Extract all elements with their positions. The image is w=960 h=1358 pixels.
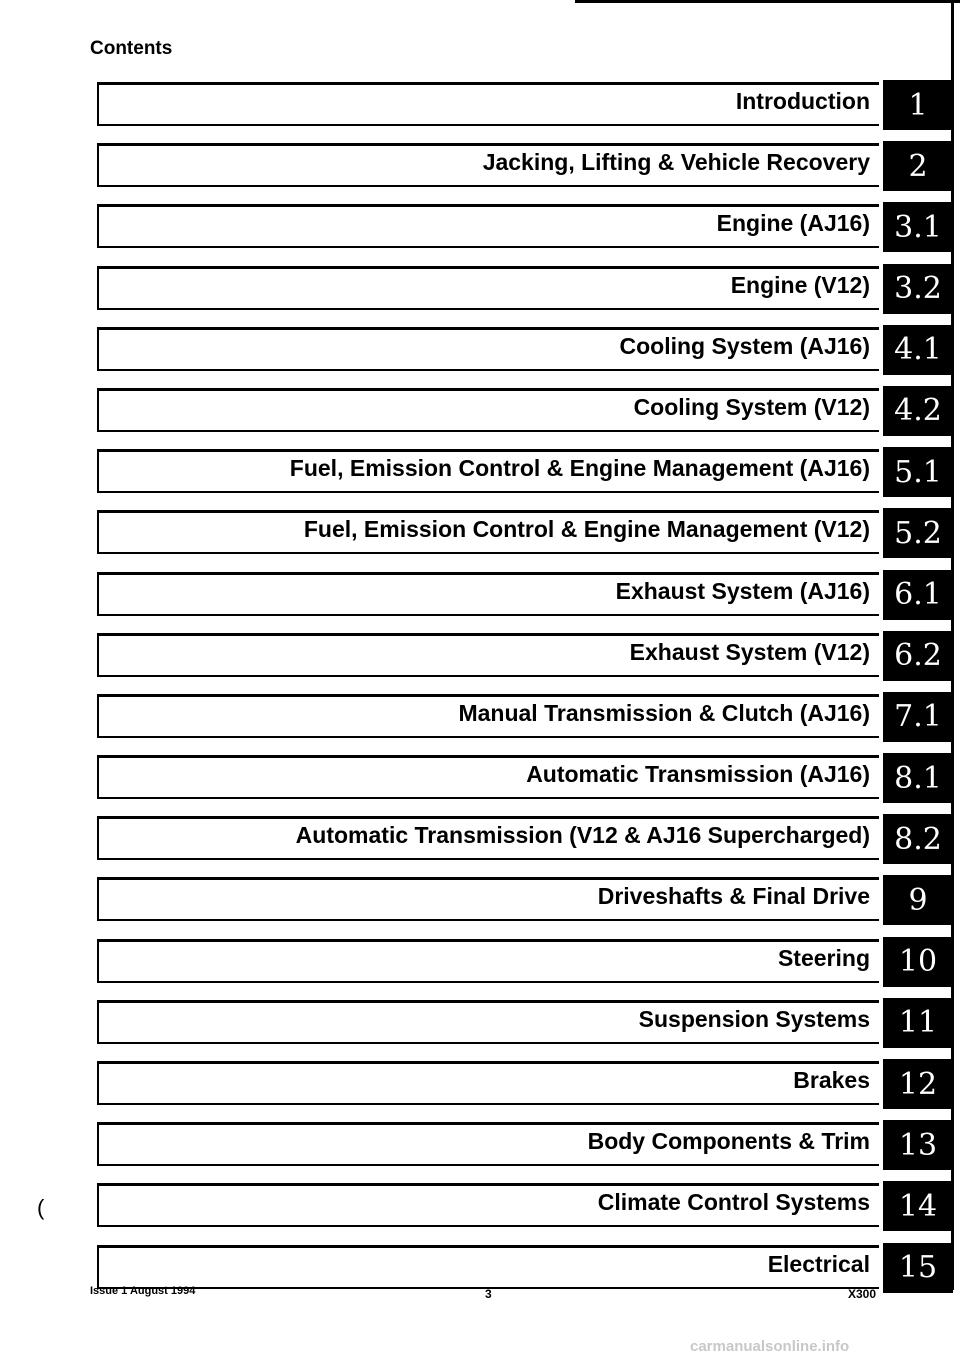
toc-section-tab[interactable]: 11 bbox=[883, 998, 953, 1048]
toc-section-tab[interactable]: 6.2 bbox=[883, 631, 953, 681]
toc-row[interactable] bbox=[97, 747, 960, 808]
toc-row-frame bbox=[97, 1245, 879, 1289]
toc-row[interactable] bbox=[97, 808, 960, 869]
toc-section-tab[interactable]: 7.1 bbox=[883, 692, 953, 742]
toc-row[interactable] bbox=[97, 869, 960, 930]
toc-section-label[interactable]: Climate Control Systems bbox=[597, 1189, 870, 1216]
toc-row[interactable] bbox=[97, 931, 960, 992]
toc-section-tab[interactable]: 4.2 bbox=[883, 386, 953, 436]
toc-row[interactable] bbox=[97, 196, 960, 257]
toc-row[interactable] bbox=[97, 135, 960, 196]
page-number: 3 bbox=[485, 1287, 492, 1301]
top-rule bbox=[575, 0, 960, 3]
toc-section-label[interactable]: Suspension Systems bbox=[638, 1005, 870, 1032]
toc-section-tab[interactable]: 3.2 bbox=[883, 264, 953, 314]
toc-section-label[interactable]: Engine (AJ16) bbox=[716, 210, 870, 237]
toc-row-frame bbox=[97, 1061, 879, 1105]
toc-section-tab[interactable]: 14 bbox=[883, 1181, 953, 1231]
toc-row[interactable] bbox=[97, 319, 960, 380]
toc-section-label[interactable]: Exhaust System (AJ16) bbox=[615, 577, 870, 604]
toc-row[interactable] bbox=[97, 441, 960, 502]
toc-section-label[interactable]: Cooling System (AJ16) bbox=[619, 332, 870, 359]
toc-row[interactable] bbox=[97, 380, 960, 441]
toc-row[interactable] bbox=[97, 1175, 960, 1236]
scan-mark: ( bbox=[37, 1195, 45, 1220]
toc-row[interactable] bbox=[97, 1053, 960, 1114]
toc-row[interactable] bbox=[97, 625, 960, 686]
watermark: carmanualsonline.info bbox=[690, 1338, 850, 1355]
toc-section-label[interactable]: Driveshafts & Final Drive bbox=[597, 883, 870, 910]
toc-row[interactable] bbox=[97, 74, 960, 135]
toc-section-label[interactable]: Exhaust System (V12) bbox=[629, 638, 870, 665]
toc-section-tab[interactable]: 1 bbox=[883, 80, 953, 130]
toc-section-label[interactable]: Introduction bbox=[735, 88, 870, 114]
toc-section-tab[interactable]: 8.2 bbox=[883, 814, 953, 864]
toc-row-frame bbox=[97, 939, 879, 983]
toc-section-label[interactable]: Automatic Transmission (V12 & AJ16 Supercharged) bbox=[295, 822, 870, 849]
page-title: Contents bbox=[90, 38, 173, 59]
toc-section-label[interactable]: Steering bbox=[777, 944, 870, 971]
toc-section-label[interactable]: Jacking, Lifting & Vehicle Recovery bbox=[482, 149, 870, 176]
toc-row[interactable] bbox=[97, 502, 960, 563]
toc-row[interactable] bbox=[97, 992, 960, 1053]
contents-list bbox=[97, 74, 960, 1298]
toc-section-label[interactable]: Electrical bbox=[767, 1250, 870, 1277]
toc-section-tab[interactable]: 3.1 bbox=[883, 202, 953, 252]
toc-row[interactable] bbox=[97, 686, 960, 747]
toc-section-tab[interactable]: 2 bbox=[883, 141, 953, 191]
toc-section-tab[interactable]: 12 bbox=[883, 1059, 953, 1109]
toc-section-tab[interactable]: 4.1 bbox=[883, 325, 953, 375]
toc-section-label[interactable]: Automatic Transmission (AJ16) bbox=[526, 761, 870, 788]
toc-section-label[interactable]: Body Components & Trim bbox=[587, 1128, 870, 1155]
toc-section-tab[interactable]: 10 bbox=[883, 937, 953, 987]
toc-section-label[interactable]: Engine (V12) bbox=[730, 271, 870, 298]
toc-section-tab[interactable]: 8.1 bbox=[883, 753, 953, 803]
toc-section-tab[interactable]: 6.1 bbox=[883, 570, 953, 620]
toc-section-tab[interactable]: 13 bbox=[883, 1120, 953, 1170]
toc-section-label[interactable]: Cooling System (V12) bbox=[633, 393, 870, 420]
toc-section-tab[interactable]: 5.1 bbox=[883, 447, 953, 497]
toc-row[interactable] bbox=[97, 1237, 960, 1298]
issue-date: Issue 1 August 1994 bbox=[90, 1285, 196, 1297]
toc-section-label[interactable]: Brakes bbox=[793, 1067, 870, 1093]
toc-section-tab[interactable]: 5.2 bbox=[883, 508, 953, 558]
toc-row[interactable] bbox=[97, 1114, 960, 1175]
toc-section-label[interactable]: Fuel, Emission Control & Engine Management (V12) bbox=[303, 516, 870, 543]
toc-row[interactable] bbox=[97, 258, 960, 319]
toc-section-label[interactable]: Manual Transmission & Clutch (AJ16) bbox=[458, 699, 870, 726]
toc-section-tab[interactable]: 15 bbox=[883, 1243, 953, 1293]
toc-row[interactable] bbox=[97, 564, 960, 625]
model-code: X300 bbox=[848, 1287, 877, 1301]
toc-section-label[interactable]: Fuel, Emission Control & Engine Management (AJ16) bbox=[289, 455, 870, 482]
toc-section-tab[interactable]: 9 bbox=[883, 875, 953, 925]
